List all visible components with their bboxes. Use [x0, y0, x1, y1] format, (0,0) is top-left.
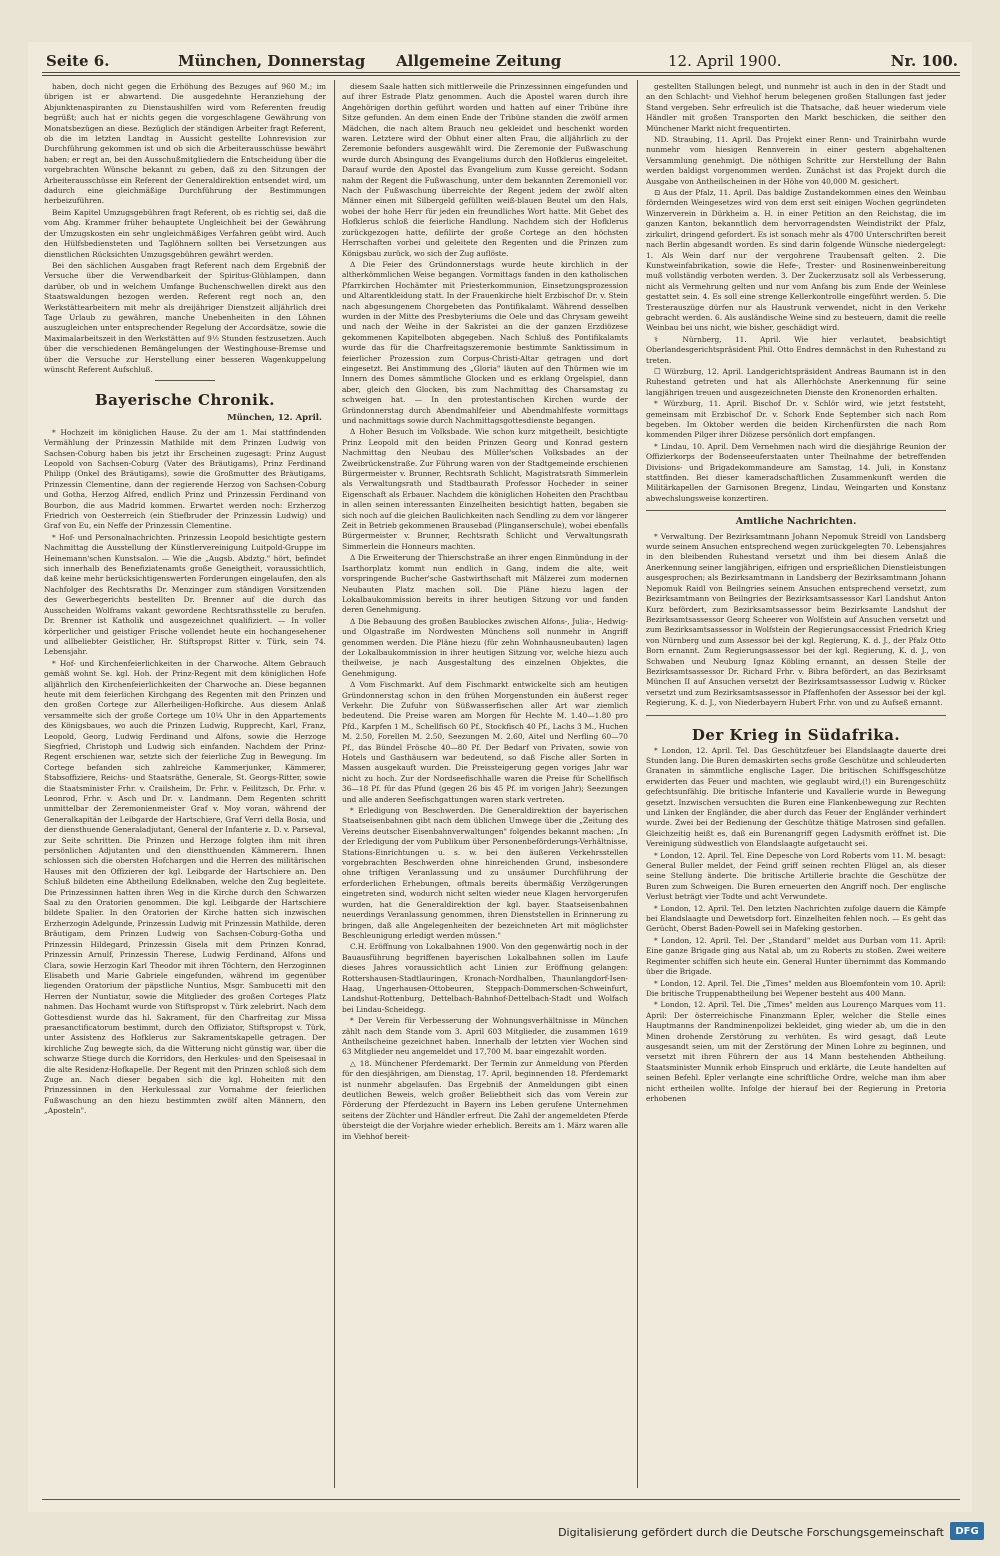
article-paragraph: ⚕ Nürnberg, 11. April. Wie hier verlautet, beabsichtigt Oberlandesgerichtspräsident Phil. Otto Endres demnächst in den Ruhestand zu treten.	[646, 334, 946, 365]
article-paragraph: * Würzburg, 11. April. Bischof Dr. v. Schlör wird, wie jetzt feststeht, gemeinsam mit Erzbischof Dr. v. Schork Ende September sich nach Rom begeben. Im Oktober werden die beiden Kirchenfürsten die nach Rom kommenden Pilger ihrer Diözese persönlich dort empfangen.	[646, 399, 946, 440]
dfg-logo-icon: DFG	[950, 1522, 984, 1540]
city-and-day: München, Donnerstag	[178, 52, 366, 70]
digitization-footer	[0, 1518, 1000, 1548]
col3-paragraphs-c	[646, 746, 946, 1105]
col3-paragraphs-a	[646, 82, 946, 504]
article-paragraph: Δ Die Erweiterung der Thierschstraße an ihrer engen Einmündung in der Isarthorplatz kommt nun endlich in Gang, indem die alte, weit vorspringende Bucher'sche Gastwirthschaft mit Mälzerei zum modernen Neubauten Platz machen soll. Die Pläne hiezu lagen der Lokalbaukommission bereits in ihrer heutigen Sitzung vor und fanden deren Genehmigung.	[342, 553, 628, 615]
column-1	[44, 82, 326, 1490]
issue-date: 12. April 1900.	[668, 52, 782, 70]
article-paragraph: * London, 12. April. Tel. Den letzten Nachrichten zufolge dauern die Kämpfe bei Elandslaagte und Dewetsdorp fort. Einzelheiten fehlen noch. — Es geht das Gerücht, Oberst Baden-Powell sei in Mafeking gestorben.	[646, 903, 946, 934]
article-paragraph: Δ Die Feier des Gründonnerstags wurde heute kirchlich in der altherkömmlichen Weise begangen. Vormittags fanden in den katholischen Pfarrkirchen Hochämter mit Priesterkommunion, Einsetzungsprozession und Altarentkleidung statt. In der Frauenkirche hielt Erzbischof Dr. v. Stein nach abgesungenem Chorgebeten das Pontifikalamt. Während desselben wurden in der Mitte des Presbyteriums die Oele und das Chrysam geweiht und nach der Weihe in der Sakristei an die der ganzen Erzdiözese gekommenen Kapitelboten abgegeben. Nach Schluß des Pontifikalamts wurde das für die Charfreitagszeremonie bestimmte Sanktissimum in feierlicher Prozession zum Corpus-Christi-Altar getragen und dort eingesetzt. Bei Anstimmung des „Gloria" läuten auf den Thürmen wie im Innern des Domes sämmtliche Glocken und es erklang Orgelspiel, dann aber, gleich den Glocken, bis zum Nachmittag des Charsamstag zu schweigen hat. — In den protestantischen Kirchen wurde der Gründonnerstag durch Abendmahlfeier und Abendmahlfeste vormittags und nachmittags sowie durch Nachmittagsgottesdienste begangen.	[342, 259, 628, 425]
article-paragraph: diesem Saale hatten sich mittlerweile die Prinzessinnen eingefunden und auf ihrer Estrade Platz genommen. Auch die Apostel waren durch ihre Angehörigen dorthin geführt worden und hatten auf einer Tribüne ihre Sitze gefunden. An dem einen Ende der Tribüne standen die zwölf armen Mädchen, die nach altem Brauch neu gekleidet und beschenkt worden waren. Letztere wird der Obhut einer alten Frau, die alljährlich zu der Zeremonie befonders ausgewählt wird. Die Zeremonie der Fußwaschung wurde durch Absingung des Evangeliums durch den Hofklerus eingeleitet. Darauf wurde den Apostel das Evangelium zum Kusse gereicht. Sodann nahm der Regent die Fußwaschung, unter dem bekannten Zeremoniell vor. Nach der Fußwaschung überreichte der Regent jedem der zwölf alten Männer einen mit Silbergeld gefüllten weiß-blauen Beutel um den Hals, wobei der hohe Herr für jeden ein freundliches Wort hatte. Mit Gebet des Hofklerus schloß die feierliche Handlung. Nachdem sich der Hofklerus zurückgezogen hatte, defilirte der große Cortege an den höchsten Herrschaften vorbei und geleitete den Regenten und die Prinzen zum Königsbau zurück, wo sich der Zug auflöste.	[342, 82, 628, 258]
section-title-krieg-suedafrika: Der Krieg in Südafrika.	[691, 725, 901, 744]
article-paragraph: * London, 12. April. Tel. Die „Times" melden aus Lourenço Marques vom 11. April: Der österreichische Finanzmann Epler, welcher die Stelle eines Hauptmanns der Randminenpolizei bekleidet, ging wieder ab, um die in den Minen drohende Zerstörung zu verhüten. Es wird gesagt, daß Leute ausgesandt seien, um mit der Zerstörung der Minen Lohre zu beginnen, und versetzt mit ihren Führern der aus 14 Mann bestehenden Abtheilung. Staatsminister Munnik erhob Einspruch und erklärte, die Leute handelten auf seinen Befehl. Epler verlangte eine schriftliche Ordre, welche man ihm aber nicht ertheilen wollte. Infolge der hierauf bei der Regierung in Pretoria erhobenen	[646, 1000, 946, 1103]
page-number: Seite 6.	[46, 52, 110, 70]
article-paragraph: haben, doch nicht gegen die Erhöhung des Bezuges auf 960 M.; im übrigen ist er abwartend. Die ausgedehnte Heranziehung der Abjunktenaspiranten zu Dienstaushilfen wird vom Referenten freudig begrüßt; auch hat er nichts gegen die vorgeschlagene Gewährung von Monatsbezügen an diese. Bezüglich der ständigen Arbeiter fragt Referent, ob die im letzten Landtag in Aussicht gestellte Lohnrevision zur Durchführung gekommen ist und ob sich die Arbeiterausschüsse bewährt haben; er regt an, bei den Ausschußmitgliedern die Entscheidung über die vorgebrachten Wünsche bekannt zu geben, daß zu den Sitzungen der Arbeiterausschüsse ein Referent der Generaldirektion entsendet wird, um dadurch eine gleichmäßige Durchführung der Bestimmungen herbeizuführen.	[44, 82, 326, 206]
newspaper-page	[28, 42, 972, 1512]
article-paragraph: ⊡ Aus der Pfalz, 11. April. Das baldige Zustandekommen eines den Weinbau fördernden Weingesetzes wird von dem erst seit einigen Wochen gegründeten Winzerverein in Dürkheim a. H. in einer Petition an den Reichstag, die im ganzen Kanton, bekanntlich dem hervorragendsten Weindistrikt der Pfalz, zirkulirt, dringend gefordert. Es ist sonach mehr als 4700 Unterschriften bereit nach Berlin abgesandt worden. Es sind darin folgende Wünsche niedergelegt: 1. Als Wein darf nur der vergohrene Traubensaft gelten. 2. Die Kunstweinfabrikation, sowie die Hefe-, Trester- und Rosinenweinbereitung muß vollständig verboten werden. 3. Der Zuckerzusatz soll als Verbesserung, nicht als Vermehrung gelten und nur vom Anfang bis zum Ende der Weinlese gestattet sein. 4. Es soll eine strenge Kellerkontrolle eingeführt werden. 5. Die Tresterauszüge dürfen nur als Haustrunk verwendet, nicht in den Verkehr gebracht werden. 6. Als ausländische Weine sind zu besteuern, damit die reelle Weinbau bei uns nicht, wie bisher, geschädigt wird.	[646, 188, 946, 333]
article-paragraph: * Verwaltung. Der Bezirksamtmann Johann Nepomuk Streidl von Landsberg wurde seinem Ansuchen entsprechend wegen zurückgelegten 70. Lebensjahres in den bleibenden Ruhestand versetzt und ihm bei diesem Anlaß die Anerkennung seiner langjährigen, eifrigen und ersprießlichen Dienstleistungen ausgesprochen; als Bezirksamtmann in Landsberg der Bezirksamtmann Johann Nepomuk Raidl von Beilngries seinem Ansuchen entsprechend versetzt, zum Bezirksamtmann von Beilngries der Bezirksamtsassessor Karl Landshut Anton Kurz befördert, zum Bezirksamtsassessor beim Bezirksamte Landshut der Bezirksamtsassessor Georg Scheerer von Wolfstein auf Ansuchen versetzt und zum Bezirksamtsassessor in Wolfstein der Regierungsaccessist Friedrich Krieg von Nürnberg und zum Assessor bei der kgl. Regierung, K. d. J., der Pfalz Otto Born ernannt. Zum Regierungsassessor bei der kgl. Regierung, K. d. J., von Schwaben und Neuburg Ignaz Köbling ernannt, an dessen Stelle der Bezirksamtsassessor Dr. Richard Frhr. v. Bibra befördert, an das Bezirksamt München II auf Ansuchen versetzt der Bezirksamtsassessor Ludwig v. Rücker versetzt und zum Bezirksamtsassessor in Pfaffenhofen der Assessor bei der kgl. Regierung, K. d. J., von Niederbayern Hubert Frhr. von und zu Aufseß ernannt.	[646, 531, 946, 708]
article-paragraph: ND. Straubing, 11. April. Das Projekt einer Renn- und Trainirbahn wurde nunmehr vom hiesigen Rennverein in einer gestern abgehaltenen Versammlung genehmigt. Die nöthigen Schritte zur Herstellung der Bahn werden baldigst vorgenommen werden. Zunächst ist das Projekt durch die Ausgabe von Antheilscheinen in der Höhe von 40,000 M. gesichert.	[646, 135, 946, 186]
footer-rule	[42, 1499, 960, 1500]
article-paragraph: Bei den sächlichen Ausgaben fragt Referent nach dem Ergebniß der Versuche über die Verwendbarkeit der Spiritus-Glühlampen, dann darüber, ob und in welchem Umfange Buchenschwellen direkt aus den Staatswaldungen bezogen werden. Referent regt noch an, den Werkstättearbeitern mit mehr als dreijähriger Dienstzeit alljährlich drei Tage Urlaub zu gewähren, manche Unebenheiten in den Löhnen auszugleichen unter entsprechender Regelung der Accordsätze, sowie die Maximalarbeitszeit in den Werkstätten auf 9½ Stunden festzusetzen. Auch über die verschiedenen Bemängelungen der Westinghouse-Bremse und über die Versuche zur Herstellung einer besseren Wagenkuppelung wünscht Referent Aufschluß.	[44, 260, 326, 374]
divider	[646, 715, 946, 716]
article-paragraph: Beim Kapitel Umzugsgebühren fragt Referent, ob es richtig sei, daß die vom Abg. Krammer früher behauptete Ungleichheit bei der Gewährung der Umzugskosten ein sehr ungleichmäßiges Verfahren geübt wird. Auch den Hülfsbediensteten und Taglöhnern sollten bei Versetzungen aus dienstlichen Rücksichten Umzugsgebühren gewährt werden.	[44, 207, 326, 259]
newspaper-title: Allgemeine Zeitung	[396, 52, 562, 70]
col1-paragraphs-b	[44, 428, 326, 1117]
col2-paragraphs	[342, 82, 628, 1142]
col1-paragraphs-a	[44, 82, 326, 375]
header-rule-double	[42, 75, 960, 76]
article-paragraph: * Der Verein für Verbesserung der Wohnungsverhältnisse in München zählt nach dem Stande vom 3. April 603 Mitglieder, die zusammen 1619 Antheilscheine gezeichnet haben. Innerhalb der letzten vier Wochen sind 63 Mitglieder neu angemeldet und 17,700 M. baar eingezahlt worden.	[342, 1016, 628, 1057]
column-2	[342, 82, 628, 1490]
article-paragraph: * Erledigung von Beschwerden. Die Generaldirektion der bayerischen Staatseisenbahnen gibt nach dem üblichen Umwege über die „Zeitung des Vereins deutscher Eisenbahnverwaltungen" folgendes bekannt machen: „In der Erledigung der vom Publikum über Personenbeförderungs-Verhältnisse, Stations-Einrichtungen u. s. w. bei den äußeren Verkehrsstellen vorgebrachten Beschwerden ohne hinreichenden Grund, insbesondere ohne triftigen Veranlassung und zu unsäumer Durchführung der erforderlichen Erhebungen, oftmals bereits übermäßig Verzögerungen eingetreten sind, wodurch nicht selten wieder neue Klagen hervorgerufen wurden, hat die Generaldirektion der kgl. bayer. Staatseisenbahnen neuerdings Veranlassung genommen, ihren Dienststellen in Erinnerung zu bringen, daß alle Angelegenheiten der bezeichneten Art mit möglichster Beschleunigung erledigt werden müssen."	[342, 806, 628, 940]
section-title-amtliche-nachrichten: Amtliche Nachrichten.	[735, 516, 857, 528]
article-paragraph: * Hof- und Personalnachrichten. Prinzessin Leopold besichtigte gestern Nachmittag die Ausstellung der Künstlervereinigung Luitpold-Gruppe im Heinemann'schen Kunstsalon. — Wie die „Augsb. Abdztg." hört, befindet sich innerhalb des Benefiziatenamts große Geneigtheit, voraussichtlich, daß keine mehr berücksichtigenswerten Forderungen eingelaufen, den als Nachfolger des Rechtsraths Dr. Menzinger zum ständigen Vorsitzenden des Gewerbegerichts bestellten Dr. Brenner auf die durch das Ausscheiden Wolframs vakant gewordene Rechtsrathsstelle zu berufen. Dr. Brenner ist Katholik und ausgezeichnet qualifiziert. — In voller körperlicher und geistiger Frische vollendet heute ein hochangesehener und allbeliebter Geistlicher, Hr. Stiftspropst Ritter v. Türk, sein 74. Lebensjahr.	[44, 532, 326, 657]
issue-number: Nr. 100.	[890, 52, 958, 70]
article-paragraph: * Hof- und Kirchenfeierlichkeiten in der Charwoche. Altem Gebrauch gemäß wohnt Se. kgl. Hoh. der Prinz-Regent mit dem königlichen Hofe alljährlich den Kirchenfeierlichkeiten der Charwoche an. Diese begannen heute mit dem feierlichen Kirchgang des Regenten mit den Prinzen und den großen Cortege zur Allerheiligen-Hofkirche. Aus diesem Anlaß versammelte sich der große Cortege um 10¼ Uhr in den Appartements des Königsbaues, wo auch die Prinzen Ludwig, Rupprecht, Karl, Franz, Leopold, Georg, Ludwig Ferdinand und Alfons, sowie die Herzoge Siegfried, Christoph und Ludwig sich einfanden. Nachdem der Prinz-Regent erschienen war, setzte sich der feierliche Zug in Bewegung. Im Cortege befanden sich zahlreiche Kammerjunker, Kämmerer, Stabsoffiziere, Reichs- und Staatsräthe, Generale, St. Georgs-Ritter, sowie die Staatsminister Frhr. v. Crailsheim, Dr. Frhr. v. Feilitzsch, Dr. Frhr. v. Leonrod, Frhr. v. Asch und Dr. v. Landmann. Dem Regenten schritt unmittelbar der Zeremonienmeister Graf v. Moy voran, während der Generalkapitän der Leibgarde der Hartschiere, Graf Verri della Bosia, und der diensthuende Generaladjutant, General der Infanterie z. D. v. Parseval, zur Seite schritten. Die Prinzen und Herzoge folgten ihm mit ihren persönlichen Adjutanten und den dienstthuenden Kämmerern. Ihnen schlossen sich die obersten Hofchargen und die Herren des militärischen Hauses mit den Offizieren der kgl. Leibgarde der Hartschiere an. Den Schluß bildeten eine Abtheilung Edelknaben, welche den Zug begleitete. Die Prinzessinnen hatten ihren Weg in die Kirche durch den Schwarzen Saal zu den Oratorien genommen. Die kgl. Leibgarde der Hartschiere bildete Spalier. In den Oratorien der Kirche hatten sich inzwischen Erzherzogin Adelgunde, Prinzessin Ludwig mit Prinzessin Mathilde, deren Bräutigam, dem Prinzen Ludwig von Sachsen-Coburg-Gotha und Prinzessin Hildegard, Prinzessin Gisela mit dem Prinzen Konrad, Prinzessin Arnulf, Prinzessin Therese, Ludwig Ferdinand, Alfons und Clara, sowie Herzogin Karl Theodor mit ihren Töchtern, den Herzoginnen Elisabeth und Marie Gabriele eingefunden, während im gegenüber liegenden Oratorium der päpstliche Nuntius, Msgr. Sambucetti mit den Herren der Nuntiatur, sowie die Mitglieder des großen Corteges Platz nahmen. Das Hochamt wurde von Stiftspropst v. Türk zelebrirt. Nach dem Gottesdienst wurde das hl. Sakrament, für den Charfreitag zur Missa praesanctificatorum bestimmt, durch den Offiziator, Stiftspropst v. Türk, unter Assistenz des Hofklerus zur Sakramentskapelle getragen. Der kirchliche Zug bewegte sich, da die Witterung nicht günstig war, über die schwarze Stiege durch die Korridors, den Herkules- und den Speisesaal in die alte Residenz-Hofkapelle. Der Regent mit den Prinzen schloß sich dem Zuge an. Nach dieser begaben sich die kgl. Hoheiten mit den Prinzessinnen in den Herkulessaal zur Vornahme der feierlichen Fußwaschung an den hiezu bestimmten zwölf alten Männern, den „Aposteln".	[44, 658, 326, 1116]
article-paragraph: * London, 12. April. Tel. Die „Times" melden aus Bloemfontein vom 10. April: Die britische Truppenabtheilung bei Wepener besteht aus 400 Mann.	[646, 978, 946, 998]
article-paragraph: C.H. Eröffnung von Lokalbahnen 1900. Von den gegenwärtig noch in der Bauausführung begriffenen bayerischen Lokalbahnen sollen im Laufe dieses Jahres voraussichtlich acht Linien zur Eröffnung gelangen: Rottershausen-Stadtlauringen, Kronach-Nordhalben, Thaunlangdorf-Isen-Haag, Ungerhausen-Ottobeuren, Steppach-Dommerschen-Schweinfurt, Landshut-Rottenburg, Dettelbach-Bahnhof-Dettelbach-Stadt und Wolfach bei Lindau-Scheidegg.	[342, 942, 628, 1014]
column-divider	[637, 80, 638, 1488]
column-divider	[334, 80, 335, 1488]
article-paragraph: * London, 12. April. Tel. Das Geschützfeuer bei Elandslaagte dauerte drei Stunden lang. Die Buren demaskirten sechs große Geschütze und schleuderten Granaten in sämmtliche englische Lager. Die britischen Schiffsgeschütze erwiderten das Feuer und machten, wie geglaubt wird,(!) ein Burengeschütz gefechtsunfähig. Die britische Infanterie und Kavallerie wurde in Bewegung gesetzt. Inzwischen versuchten die Buren eine Flankenbewegung zur Rechten und Linken der Engländer, die aber durch das Feuer der Engländer verhindert wurde. Zwei bei der Bedienung der Geschütze thätige Matrosen sind gefallen. Gleichzeitig heißt es, daß ein Burenangriff gegen Ladysmith eröffnet ist. Die Vereinigung südwestlich von Elandslaagte aufgetaucht sei.	[646, 745, 946, 849]
divider	[646, 510, 946, 511]
header-rule	[42, 72, 960, 73]
dateline: München, 12. April.	[227, 413, 322, 424]
article-paragraph: * Hochzeit im königlichen Hause. Zu der am 1. Mai stattfindenden Vermählung der Prinzessin Mathilde mit dem Prinzen Ludwig von Sachsen-Coburg haben bis jetzt ihr Erscheinen zugesagt: Prinz August Leopold von Sachsen-Coburg (Vater des Bräutigams), Prinz Ferdinand Philipp (Onkel des Bräutigams), sowie die Großmutter des Bräutigams, Prinzessin Clementine, dann der regierende Herzog von Sachsen-Coburg und Gotha, Herzog Alfred, endlich Prinz und Prinzessin Ferdinand von Bourbon, die aus Madrid kommen. Erwartet werden noch: Erzherzog Friedrich von Oesterreich (ein Stiefbruder der Prinzessin Ludwig) und Graf von Eu, ein Neffe der Prinzessin Clementine.	[44, 427, 326, 531]
article-paragraph: Δ Vom Fischmarkt. Auf dem Fischmarkt entwickelte sich am heutigen Gründonnerstag schon in den frühen Morgenstunden ein äußerst reger Verkehr. Die Zufuhr von Süßwasserfischen aller Art war ziemlich bedeutend. Die Preise waren am Morgen für Hechte M. 1.40—1.80 pro Pfd., Karpfen 1 M., Schellfisch 60 Pf., Stockfisch 40 Pf., Lachs 3 M., Huchen M. 2.50, Forellen M. 2.50, Seezungen M. 2.60, Aitel und Nerfling 60—70 Pf., das Bündel Frösche 40—80 Pf. Der Bedarf von Privaten, sowie von Hotels und Gasthäusern war bedeutend, so daß Fische aller Sorten in Massen ausgekauft wurden. Die Preissteigerung gegen voriges Jahr war nicht zu hoch. Zur der Nordseefischhalle waren die Preise für Schellfisch 36—18 Pf. für das Pfund (gegen 26 bis 45 Pf. im vorigen Jahr); Seezungen und alle anderen Seefischgattungen waren stark vertreten.	[342, 680, 628, 804]
column-3	[646, 82, 946, 1490]
article-paragraph: gestellten Stallungen belegt, und nunmehr ist auch in den in der Stadt und an den Schlacht- und Viehhof herum belegenen großen Stallungen fast jeder Stand vergeben. Sehr erfreulich ist die Thatsache, daß heuer wiederum viele Händler mit großen Transporten den Markt beschicken, die seither den Münchener Markt nicht frequentirten.	[646, 82, 946, 133]
col3-paragraphs-b	[646, 532, 946, 709]
article-paragraph: ☐ Würzburg, 12. April. Landgerichtspräsident Andreas Baumann ist in den Ruhestand getreten und hat als Allerhöchste Anerkennung für seine langjährigen treuen und ausgezeichneten Dienste den Kronenorden erhalten.	[646, 366, 946, 397]
section-title-bayerische-chronik: Bayerische Chronik.	[95, 391, 275, 410]
article-paragraph: * London, 12. April. Tel. Eine Depesche von Lord Roberts vom 11. M. besagt: General Buller meldet, der Feind griff seinen rechten Flügel an, als dieser seine Stellung änderte. Die britische Artillerie brachte die Geschütze der Buren zum Schweigen. Die Buren erneuerten den Angriff noch. Der englische Verlust beträgt vier Todte und acht Verwundete.	[646, 850, 946, 902]
article-paragraph: * Lindau, 10. April. Dem Vernehmen nach wird die diesjährige Reunion der Offizierkorps der Bodenseeuferstaaten unter Theilnahme der betreffenden Divisions- und Brigadekommandeure am Samstag, 14. Juli, in Konstanz stattfinden. Bei dieser kameradschaftlichen Zusammenkunft werden die Militärkapellen der Garnisonen Bregenz, Lindau, Weingarten und Konstanz abwechslungsweise konzertiren.	[646, 441, 946, 503]
article-paragraph: Δ Hoher Besuch im Volksbade. Wie schon kurz mitgetheilt, besichtigte Prinz Leopold mit den beiden Prinzen Georg und Konrad gestern Nachmittag den Neubau des Müller'schen Volksbades an der Zweibrückenstraße. Zur Führung waren von der Stadtgemeinde erschienen Bürgermeister v. Brunner, Rechtsrath Schlicht, Magistratsrath Simmerlein als Verwaltungsrath und Stadtbaurath Professor Hocheder in seiner Eigenschaft als Erbauer. Nachdem die königlichen Hoheiten den Prachtbau in allen seinen interessanten Einzelheiten besichtigt hatten, begaben sie sich noch auf die gleichen Baulichkeiten nach Sendling zu dem vor längerer Zeit in Betrieb gekommenen Brausebad (Plinganserschule), wobei ebenfalls Bürgermeister v. Brunner, Rechtsrath Schlicht und Verwaltungsrath Simmerlein die Honneurs machten.	[342, 427, 628, 551]
article-paragraph: △ 18. Münchener Pferdemarkt. Der Termin zur Anmeldung von Pferden für den diesjährigen, am Dienstag, 17. April, beginnenden 18. Pferdemarkt ist nunmehr abgelaufen. Das Ergebniß der Anmeldungen gibt einen deutlichen Beweis, welch großer Beliebtheit sich das vom Verein zur Förderung der Pferdezucht in Bayern ins Leben gerufene Unternehmen seitens der Züchter und Händler erfreut. Die Zahl der angemeldeten Pferde übersteigt die der Vorjahre wieder erheblich. Bereits am 1. März waren alle im Viehhof bereit-	[342, 1058, 628, 1141]
article-paragraph: * London, 12. April. Tel. Der „Standard" meldet aus Durban vom 11. April: Eine ganze Brigade ging aus Natal ab, um zu Roberts zu stoßen. Zwei weitere Regimenter schiffen sich heute ein. General Hunter übernimmt das Kommando über die Brigade.	[646, 935, 946, 977]
article-paragraph: Δ Die Bebauung des großen Baublockes zwischen Alfons-, Julia-, Hedwig- und Olgastraße im Nordwesten Münchens soll nunmehr in Angriff genommen werden. Die Pläne hiezu (für zehn Wohnhausneubauten) lagen der Lokalbaukommission in ihrer heutigen Sitzung vor, welche hiezu auch theilweise, je nach Ausgestaltung des einzelnen Objektes, die Genehmigung.	[342, 616, 628, 678]
dfg-credit: Digitalisierung gefördert durch die Deutsche Forschungsgemeinschaft	[558, 1526, 944, 1539]
divider	[155, 380, 215, 381]
